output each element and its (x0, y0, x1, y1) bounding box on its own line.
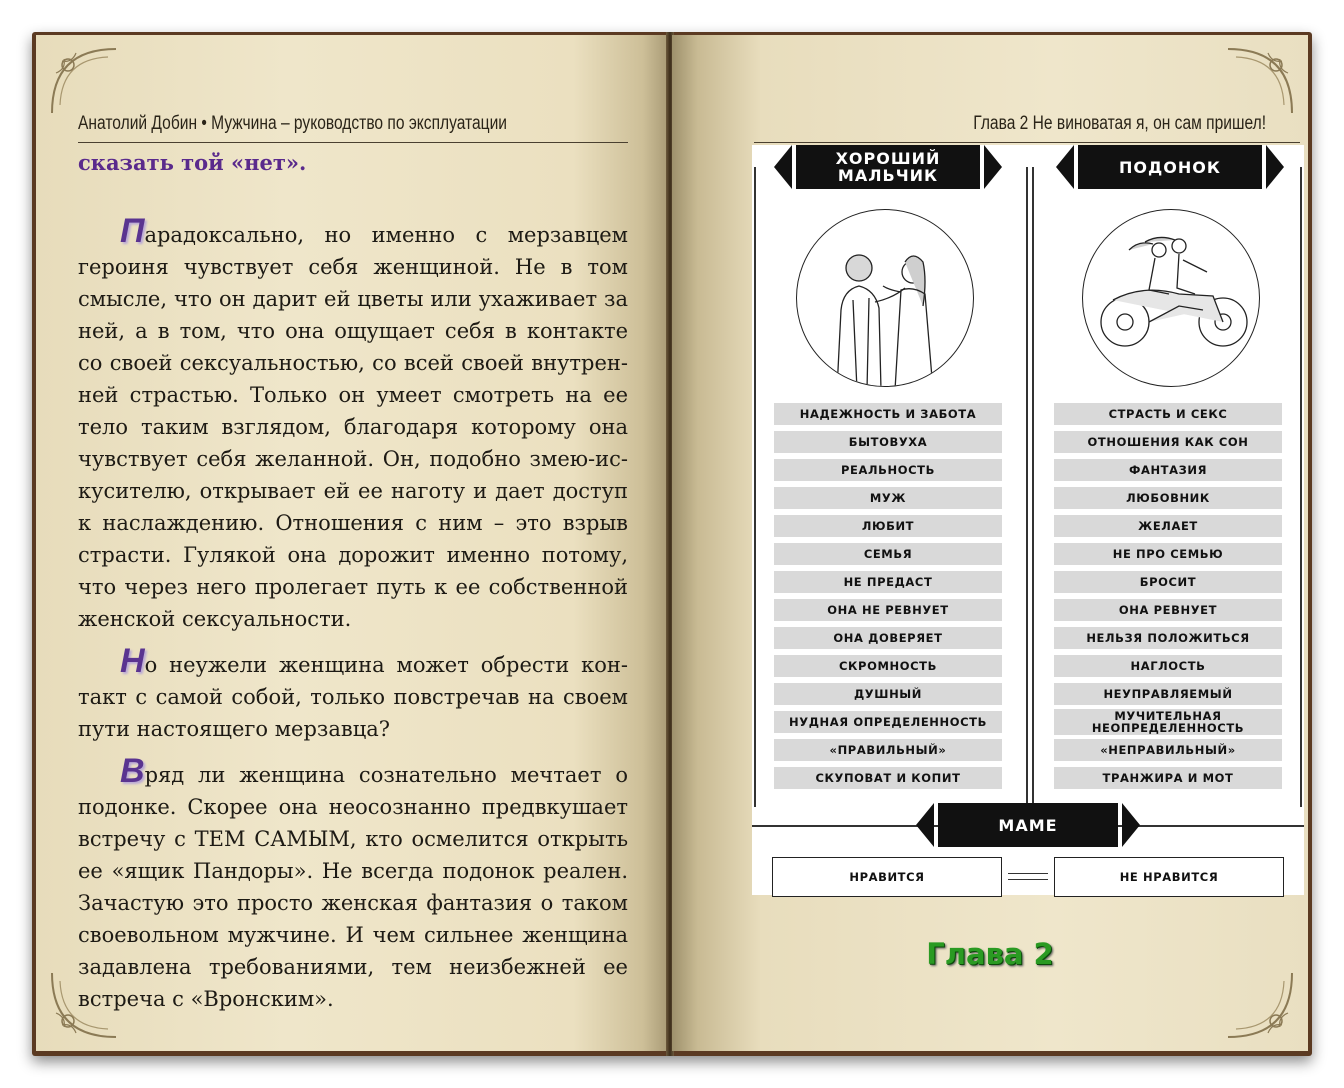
infographic (752, 145, 1304, 895)
scoundrel-item: МУЧИТЕЛЬНАЯ НЕОПРЕДЕЛЕННОСТЬ (1054, 709, 1282, 735)
equals-sign-icon (1008, 873, 1048, 880)
scoundrel-item: ЛЮБОВНИК (1054, 487, 1282, 509)
good-boy-item: СЕМЬЯ (774, 543, 1002, 565)
paragraph (78, 212, 628, 635)
good-boy-item: ОНА ДОВЕРЯЕТ (774, 627, 1002, 649)
good-boy-item: ЛЮБИТ (774, 515, 1002, 537)
book (32, 32, 1312, 1056)
good-boy-title-line1: ХОРОШИЙ (835, 149, 941, 168)
paragraph (78, 752, 628, 1015)
dislikes-box: НЕ НРАВИТСЯ (1054, 857, 1284, 897)
good-boy-item: МУЖ (774, 487, 1002, 509)
motorcycle-illustration (1082, 209, 1260, 387)
good-boy-item: НЕ ПРЕДАСТ (774, 571, 1002, 593)
header-rule (78, 142, 628, 143)
couple-drawing-icon (797, 210, 973, 386)
corner-ornament-icon (46, 43, 122, 119)
scoundrel-item: ЖЕЛАЕТ (1054, 515, 1282, 537)
motorcycle-drawing-icon (1083, 210, 1259, 386)
page-fragment: сказать той «нет». (78, 150, 307, 175)
scoundrel-item: ОНА РЕВНУЕТ (1054, 599, 1282, 621)
good-boy-item: НАДЕЖНОСТЬ И ЗАБОТА (774, 403, 1002, 425)
left-page[interactable] (36, 35, 668, 1051)
paragraph-text: арадоксально, но именно с мерзавцем героиня чувствует себя женщиной. Не в том смысле, что он дарит ей цветы или ухаживает за ней, а в том, что она ощущает себя в контакте со своей сексуальностью, со всей своей внутрен-ней страстью. Только он умеет смотреть на ее тело таким взглядом, благодаря которому она чувствует себя желанной. Он, подобно змею-ис-кусителю, открывает ей ее наготу и дает доступ к наслаждению. Отношения с ним – это взрыв страсти. Гулякой она дорожит именно потому, что через него пролегает путь к ее собственной женской сексуальности. (78, 223, 628, 631)
column-border (1032, 167, 1034, 807)
running-head: Анатолий Добин • Мужчина – руководство по эксплуатации (78, 113, 508, 134)
body-text (78, 212, 628, 1029)
column-border (754, 167, 756, 807)
good-boy-title-line2: МАЛЬЧИК (837, 166, 939, 185)
drop-cap: П (120, 212, 145, 250)
couple-illustration (796, 209, 974, 387)
scoundrel-item: ТРАНЖИРА И МОТ (1054, 767, 1282, 789)
good-boy-banner (796, 145, 980, 189)
scoundrel-item: «НЕПРАВИЛЬНЫЙ» (1054, 739, 1282, 761)
good-boy-item: ОНА НЕ РЕВНУЕТ (774, 599, 1002, 621)
column-border (1300, 167, 1302, 807)
good-boy-item: ДУШНЫЙ (774, 683, 1002, 705)
corner-ornament-icon (1222, 43, 1298, 119)
drop-cap: Н (120, 642, 145, 680)
scoundrel-banner (1078, 145, 1262, 189)
good-boy-item: СКРОМНОСТЬ (774, 655, 1002, 677)
scoundrel-item: НАГЛОСТЬ (1054, 655, 1282, 677)
mame-title: МАМЕ (998, 815, 1058, 835)
scoundrel-item: БРОСИТ (1054, 571, 1282, 593)
column-border (1026, 167, 1028, 807)
corner-ornament-icon (1222, 967, 1298, 1043)
scoundrel-item: НЕУПРАВЛЯЕМЫЙ (1054, 683, 1282, 705)
scoundrel-item: СТРАСТЬ И СЕКС (1054, 403, 1282, 425)
right-page[interactable] (672, 35, 1308, 1051)
good-boy-item: НУДНАЯ ОПРЕДЕЛЕННОСТЬ (774, 711, 1002, 733)
scoundrel-item: НЕЛЬЗЯ ПОЛОЖИТЬСЯ (1054, 627, 1282, 649)
header-rule (754, 142, 1300, 143)
scoundrel-item: ФАНТАЗИЯ (1054, 459, 1282, 481)
scoundrel-item: ОТНОШЕНИЯ КАК СОН (1054, 431, 1282, 453)
good-boy-item: СКУПОВАТ И КОПИТ (774, 767, 1002, 789)
running-head: Глава 2 Не виноватая я, он сам пришел! (973, 113, 1266, 134)
scoundrel-title: ПОДОНОК (1119, 157, 1221, 177)
paragraph-text: ряд ли женщина сознательно мечтает о подонке. Скорее она неосознанно предвкушает встречу с ТЕМ САМЫМ, кто осмелится открыть ее «ящик Пандоры». Не всегда подонок реален. Зачастую это просто женская фантазия о таком своевольном мужчине. И чем сильнее женщина задавлена требованиями, тем неизбежней ее встреча с «Вронским». (78, 763, 628, 1011)
paragraph (78, 642, 628, 745)
good-boy-item: РЕАЛЬНОСТЬ (774, 459, 1002, 481)
good-boy-item: «ПРАВИЛЬНЫЙ» (774, 739, 1002, 761)
likes-box: НРАВИТСЯ (772, 857, 1002, 897)
paragraph-text: о неужели женщина может обрести кон-такт с самой собой, только повстречав на своем пути настоящего мерзавца? (78, 653, 628, 741)
good-boy-item: БЫТОВУХА (774, 431, 1002, 453)
mame-banner (938, 803, 1118, 847)
scoundrel-item: НЕ ПРО СЕМЬЮ (1054, 543, 1282, 565)
drop-cap: В (120, 752, 145, 790)
chapter-label[interactable]: Глава 2 (926, 937, 1054, 971)
